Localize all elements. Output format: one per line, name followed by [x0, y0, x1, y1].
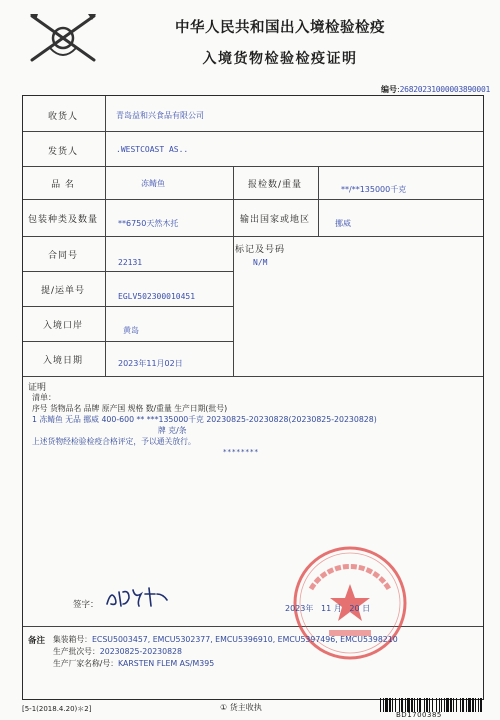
goods-value: 冻鲭鱼 — [141, 179, 165, 188]
qty-value: **/**135000千克 — [341, 185, 407, 194]
goods-table-row-cont: 牌 克/条 — [158, 426, 187, 435]
containers-line: 集装箱号：ECSU5003457, EMCU5302377, EMCU5396910, EMCU5397496, EMCU5398210 — [53, 635, 398, 644]
contract-value: 22131 — [118, 258, 143, 267]
origin-value: 挪威 — [335, 219, 351, 228]
consignor-value: .WESTCOAST AS.. — [116, 145, 189, 154]
signature-label: 签字： — [73, 600, 99, 610]
certificate-label: 证明 — [28, 383, 47, 393]
consignor-label: 发货人 — [47, 147, 78, 157]
marks-label: 标记及号码 — [235, 245, 286, 255]
bl-value: EGLV502300010451 — [118, 292, 196, 301]
issue-date: 2023年 11 月 20 日 — [285, 604, 371, 613]
qty-label: 报检数/重量 — [247, 180, 303, 190]
port-label: 入境口岸 — [42, 321, 83, 331]
port-value: 黄岛 — [123, 326, 139, 335]
form-code: [5-1(2018.4.20)＊2] — [22, 705, 92, 713]
title-line-1: 中华人民共和国出入境检验检疫 — [175, 20, 385, 36]
consignee-value: 青岛益和兴食品有限公司 — [116, 111, 204, 120]
copy-label: ① 货主收执 — [220, 703, 262, 712]
list-label: 清单： — [32, 393, 56, 402]
goods-label: 品 名 — [51, 180, 75, 190]
goods-table-header: 序号 货物品名 品牌 原产国 规格 数/重量 生产日期(批号) — [32, 404, 228, 413]
barcode — [380, 698, 484, 712]
goods-table-row: 1 冻鲭鱼 无品 挪威 400-600 ** ***135000千克 20230825-20230828(20230825-20230828) — [32, 415, 377, 424]
bl-label: 提/运单号 — [40, 286, 86, 296]
contract-label: 合同号 — [47, 251, 78, 261]
serial-value: 26820231000003890001 — [399, 85, 490, 94]
package-label: 包装种类及数量 — [27, 215, 98, 225]
inspection-emblem-icon — [22, 8, 104, 68]
factory-line: 生产厂家名称/号：KARSTEN FLEM AS/M395 — [53, 659, 215, 668]
remarks-label: 备注 — [28, 636, 46, 646]
marks-value: N/M — [253, 258, 268, 267]
entry-date-label: 入境日期 — [42, 356, 83, 366]
consignee-label: 收货人 — [47, 112, 78, 122]
origin-label: 输出国家或地区 — [239, 215, 310, 225]
batch-line: 生产批次号：20230825-20230828 — [53, 647, 182, 656]
entry-date-value: 2023年11月02日 — [118, 359, 183, 368]
certificate-form — [22, 95, 484, 700]
handwritten-signature — [103, 584, 175, 612]
title-line-2: 入境货物检验检疫证明 — [202, 51, 358, 67]
barcode-text: BD1700385 — [396, 711, 442, 719]
serial-number: 编号:26820231000003890001 — [380, 85, 490, 94]
end-stars: ******** — [223, 448, 259, 456]
clearance-note: 上述货物经检验检疫合格评定，予以通关放行。 — [32, 437, 196, 446]
package-value: **6750天然木托 — [118, 219, 179, 228]
serial-label: 编号 — [380, 85, 397, 94]
